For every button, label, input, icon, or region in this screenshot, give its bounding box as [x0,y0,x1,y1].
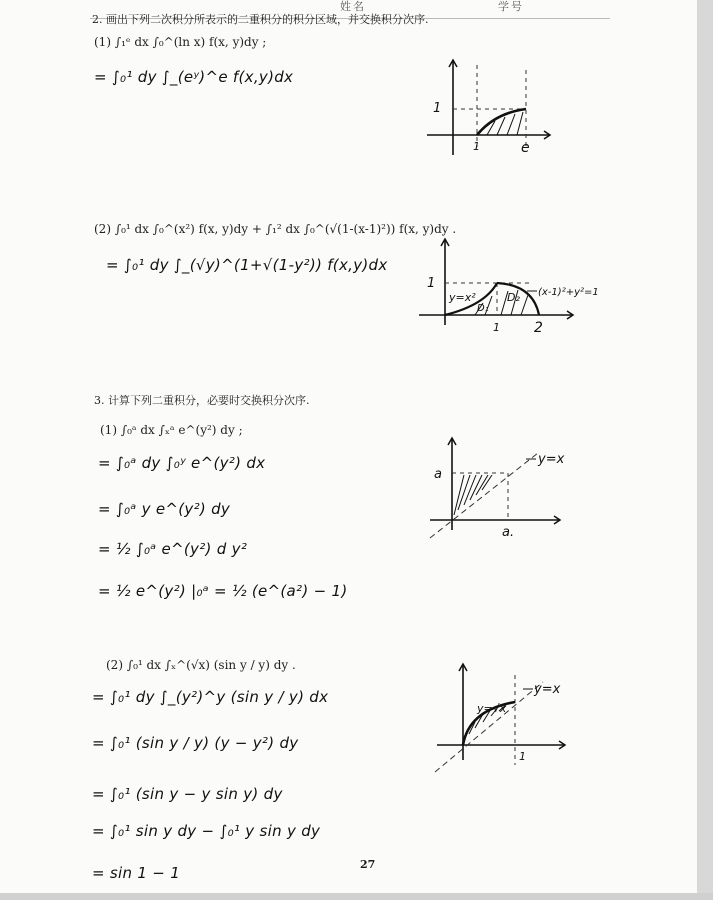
problem3-part2-figure [425,660,595,775]
problem2-part1-answer: = ∫₀¹ dy ∫_(eʸ)^e f(x,y)dx [94,68,294,86]
x-tick-2: 2 [534,320,543,336]
scan-edge-right [697,0,713,900]
line-y-x [435,682,543,772]
scan-edge-bottom [0,893,713,900]
x-tick-1: 1 [493,321,500,334]
problem3-part2-given: (2) ∫₀¹ dx ∫ₓ^(√x) (sin y / y) dy . [106,658,296,672]
curve-label-y-x2: y=x² [449,291,476,304]
problem2-part2-given: (2) ∫₀¹ dx ∫₀^(x²) f(x, y)dy + ∫₁² dx ∫₀^(√(1-(x-1)²)) f(x, y)dy . [94,222,457,236]
y-tick-a: a [434,467,442,482]
problem3-heading: 3. 计算下列二重积分，必要时交换积分次序. [94,394,310,407]
curve-y-ln-x [477,109,526,135]
x-tick-a: a. [502,525,515,540]
student-id-label: 学号 [498,0,524,13]
region-hatching [454,475,492,515]
y-tick-1: 1 [427,276,436,291]
problem3-part1-given: (1) ∫₀ᵃ dx ∫ₓᵃ e^(y²) dy ; [100,423,243,437]
problem3-part1-step-4: = ½ e^(y²) |₀ᵃ = ½ (e^(a²) − 1) [98,582,348,600]
problem2-part2-answer: = ∫₀¹ dy ∫_(√y)^(1+√(1-y²)) f(x,y)dx [106,256,388,274]
region-label-d1: D₁ [477,303,489,314]
circle-label: (x-1)²+y²=1 [538,287,599,298]
problem3-part2-step-1: = ∫₀¹ dy ∫_(y²)^y (sin y / y) dx [92,688,329,706]
problem2-part1-given: (1) ∫₁ᵉ dx ∫₀^(ln x) f(x, y)dy ; [94,35,267,49]
problem3-part2-step-5: = sin 1 − 1 [92,864,181,882]
problem3-part1-figure [420,435,600,550]
problem3-part2-step-4: = ∫₀¹ sin y dy − ∫₀¹ y sin y dy [92,822,321,840]
y-tick-1: 1 [433,101,442,116]
problem3-part1-step-1: = ∫₀ᵃ dy ∫₀ʸ e^(y²) dx [98,454,266,472]
curve-label-y-sqrt-x: y=√x [477,702,507,715]
x-tick-e: e [521,140,530,156]
problem2-part1-figure [415,55,555,160]
x-tick-1: 1 [473,140,480,153]
page-number: 27 [360,858,376,871]
problem2-part2-figure [415,235,599,345]
line-label-y-x: y=x [538,452,565,467]
region-label-d2: D₂ [507,291,520,304]
region-d [477,109,526,135]
line-y-x [430,453,538,538]
problem3-part1-step-3: = ½ ∫₀ᵃ e^(y²) d y² [98,540,248,558]
problem3-part2-step-2: = ∫₀¹ (sin y / y) (y − y²) dy [92,734,299,752]
problem3-part2-step-3: = ∫₀¹ (sin y − y sin y) dy [92,785,283,803]
x-tick-1: 1 [519,750,526,763]
line-label-y-x: y=x [534,682,561,697]
name-label: 姓名 [340,0,366,13]
problem2-heading: 2. 画出下列二次积分所表示的二重积分的积分区域，并交换积分次序. [92,13,429,26]
problem3-part1-step-2: = ∫₀ᵃ y e^(y²) dy [98,500,231,518]
